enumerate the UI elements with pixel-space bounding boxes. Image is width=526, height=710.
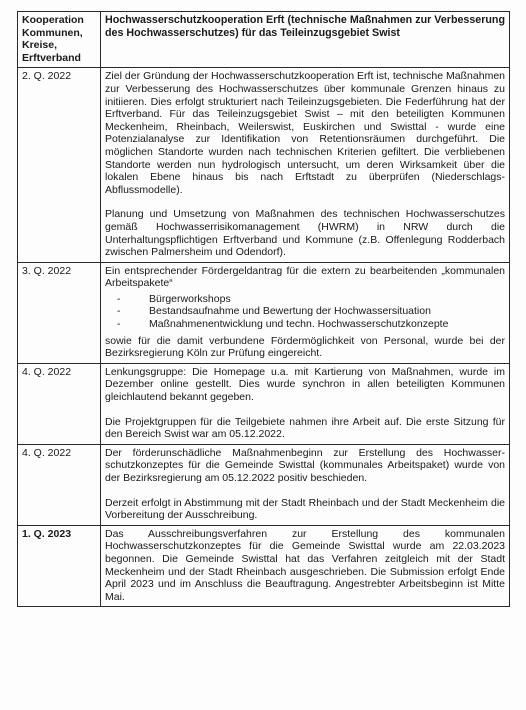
table-row	[18, 525, 510, 607]
dash-bullet-icon: -	[117, 292, 121, 305]
paragraph: Der förderunschädliche Maßnahmenbeginn zur Erstellung des Hochwasser-schutzkonzeptes für die Gemeinde Swisttal (kommunales Arbeitspaket) wurde von der Bezirksregierung am 05.12.2022 positiv beschieden.	[105, 446, 505, 484]
row-content	[101, 363, 510, 444]
row-quarter: 2. Q. 2022	[18, 68, 101, 262]
list-item-text: Bürgerworkshops	[149, 292, 231, 305]
list-item	[117, 318, 505, 331]
header-col-title: Hochwasserschutzkooperation Erft (technische Maßnahmen zur Verbesserung des Hochwasserschutzes) für das Teileinzugsgebiet Swist	[101, 12, 510, 68]
table-header-row	[18, 12, 510, 68]
status-table	[17, 11, 510, 607]
list-item-text: Bestandsaufnahme und Bewertung der Hochwassersituation	[149, 305, 431, 318]
dash-bullet-icon: -	[117, 305, 121, 318]
row-content	[101, 525, 510, 607]
row-quarter: 4. Q. 2022	[18, 363, 101, 444]
table-row	[18, 68, 510, 262]
list-item	[117, 293, 505, 306]
dash-bullet-icon: -	[117, 318, 121, 331]
header-col-parties: Kooperation Kommunen, Kreise, Erftverband	[18, 12, 101, 68]
list-item	[117, 305, 505, 318]
table-row	[18, 444, 510, 525]
bullet-list	[105, 293, 505, 331]
row-quarter: 3. Q. 2022	[18, 262, 101, 363]
row-quarter: 4. Q. 2022	[18, 444, 101, 525]
row-content	[101, 444, 510, 525]
paragraph: sowie für die damit verbundene Fördermöglichkeit von Personal, wurde bei der Bezirksregierung Köln zur Prüfung eingereicht.	[105, 334, 505, 360]
list-item-text: Maßnahmenentwicklung und techn. Hochwasserschutzkonzepte	[149, 318, 449, 331]
row-content	[101, 68, 510, 262]
row-quarter: 1. Q. 2023	[18, 525, 101, 607]
paragraph: Das Ausschreibungsverfahren zur Erstellung des kommunalen Hochwasserschutzkonzeptes für die Gemeinde Swisttal wurde am 22.03.2023 begonnen. Die Gemeinde Swisttal hat das Verfahren zeitgleich mit der Stadt Meckenheim und der Stadt Rheinbach ausgeschrieben. Die Submission erfolgt Ende April 2023 und im Anschluss die Beauftragung. Angestrebter Arbeitsbeginn ist Mitte Mai.	[105, 527, 505, 603]
paragraph: Ein entsprechender Fördergeldantrag für die extern zu bearbeitenden „kommunalen Arbeitspakete“	[105, 264, 505, 290]
paragraph: Die Projektgruppen für die Teilgebiete nahmen ihre Arbeit auf. Die erste Sitzung für den Bereich Swist war am 05.12.2022.	[105, 415, 505, 441]
paragraph: Derzeit erfolgt in Abstimmung mit der Stadt Rheinbach und der Stadt Meckenheim die Vorbereitung der Ausschreibung.	[105, 496, 505, 522]
table-row	[18, 262, 510, 363]
paragraph: Lenkungsgruppe: Die Homepage u.a. mit Kartierung von Maßnahmen, wurde im Dezember online gestellt. Dies wurde synchron in allen beteiligten Kommunen gleichlautend bekannt gegeben.	[105, 365, 505, 404]
table-row	[18, 363, 510, 444]
row-content	[101, 262, 510, 363]
paragraph: Ziel der Gründung der Hochwasserschutzkooperation Erft ist, technische Maßnahmen zur Verbesserung des Hochwasserschutzes über kommunale Grenzen hinaus zu initiieren. Dies erfolgt strukturiert nach Teileinzugsgebieten. Die Federführung hat der Erftverband. Für das Teileinzugsgebiet Swist – mit den beteiligten Kommunen Meckenheim, Rheinbach, Weilerswist, Euskirchen und Swisttal - wurde eine Potenzialanalyse zur Identifikation von Retentionsräumen durchgeführt. Die möglichen Standorte wurden nach technischen Kriterien gefiltert. Die verbliebenen Standorte werden nun hydrologisch untersucht, um deren Wirksamkeit über die lokalen Ebene hinaus bis nach Erftstadt zu überprüfen (Niederschlags-Abflussmodelle).	[105, 70, 505, 196]
paragraph: Planung und Umsetzung von Maßnahmen des technischen Hochwasserschutzes gemäß Hochwasserrisikomanagement (HWRM) in NRW durch die Unterhaltungspflichtigen Erftverband und Kommune (z.B. Offenlegung Rodderbach zwischen Palmersheim und Odendorf).	[105, 208, 505, 259]
